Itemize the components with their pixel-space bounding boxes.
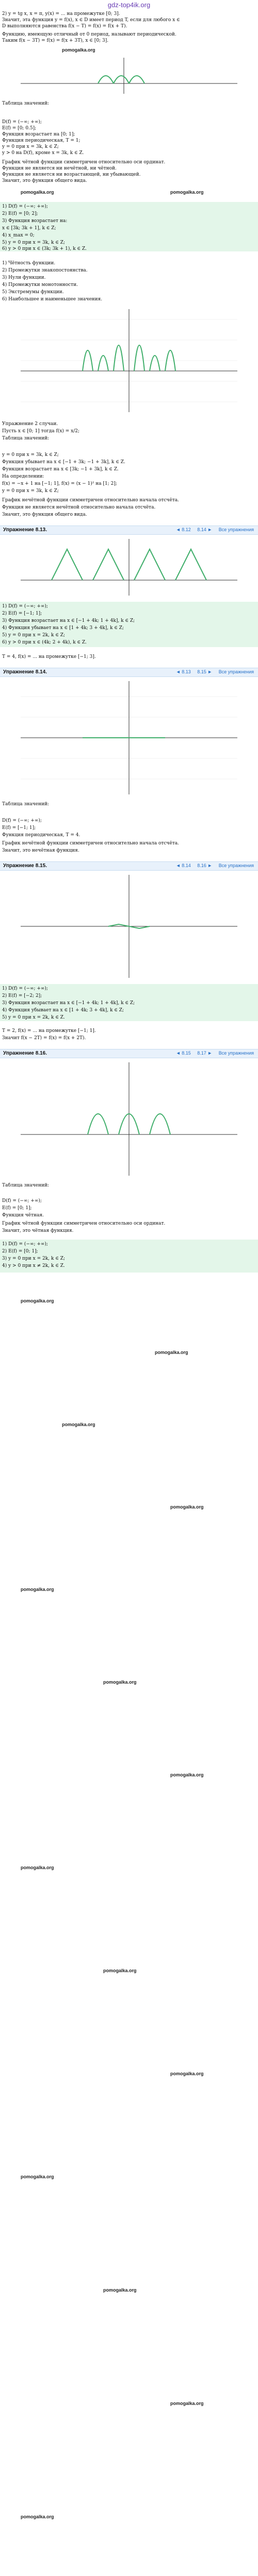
text-line: 4) y > 0 при x ≠ 2k, k ∈ Z. [2,1263,65,1268]
text-line: График чётной функции симметричен относительно оси ординат. [2,1221,166,1226]
prev-exercise-link[interactable]: ◄ 8.14 [175,863,191,868]
text-line: Значит, это функция общего вида. [2,178,87,183]
watermark: pomogalka.org [21,1865,54,1870]
prev-exercise-link[interactable]: ◄ 8.13 [175,669,191,674]
all-exercises-link[interactable]: Все упражнения [218,669,254,674]
text-line: Упражнение 2 случаи. [2,421,58,427]
text-line: 1) D(f) = (−∞; +∞); [2,1242,48,1247]
function-graph [21,58,237,94]
exercise-title: Упражнение 8.16. [3,1050,47,1056]
text-line: Значит, это нечётная функция. [2,848,79,853]
text-line: График чётной функции симметричен относительно оси ординат. [2,160,166,165]
text-line: Функция возрастает на [0; 1]; [2,132,75,137]
all-exercises-link[interactable]: Все упражнения [218,1050,254,1056]
text-line: D(f) = (−∞; +∞); [2,818,42,823]
text-line: 2) E(f) = [−2; 2]; [2,993,42,998]
text-line: y = 0 при x = 3k, k ∈ Z; [2,452,59,457]
text-line: D(f) = (−∞; +∞); [2,1198,42,1204]
exercise-nav [171,1050,254,1056]
exercise-nav [171,669,254,674]
text-line: Функция не является ни возрастающей, ни убывающей. [2,172,141,177]
text-line: График нечётной функции симметричен относительно начала отсчёта. [2,841,179,846]
watermark: pomogalka.org [103,1968,137,1973]
text-line: Функция убывает на x ∈ [−1 + 3k; −1 + 3k], k ∈ Z. [2,460,125,465]
text-line: x ∈ [3k; 3k + 1], k ∈ Z; [2,226,56,231]
text-line: 5) y = 0 при x = 2k, k ∈ Z; [2,633,66,638]
text-line: f(x) = −x + 1 на [−1; 1], f(x) = (x − 1)² на [1; 2]; [2,481,117,486]
watermark: pomogalka.org [103,2287,137,2293]
watermark: pomogalka.org [21,2514,54,2519]
watermark: pomogalka.org [21,190,54,195]
text-line: y = 0 при x = 3k, k ∈ Z; [2,144,59,149]
exercise-header [0,668,258,677]
watermark: pomogalka.org [103,1680,137,1685]
text-line: 1) D(f) = (−∞; +∞); [2,604,48,609]
text-line: 2) E(f) = [0; 1]; [2,1249,38,1254]
text-line: Значит, это функция общего вида. [2,512,87,517]
text-line: Значит, эта функция y = f(x), x ∈ D имеет период T, если для любого x ∈ [2,18,180,23]
watermark: pomogalka.org [62,47,95,53]
text-line: Функция периодическая, T = 1; [2,138,80,143]
exercise-nav [171,527,254,532]
all-exercises-link[interactable]: Все упражнения [218,863,254,868]
text-line: D(f) = (−∞; +∞); [2,120,42,125]
text-line: Функция возрастает на x ∈ [3k; −1 + 3k], k ∈ Z. [2,467,119,472]
text-line: На определении: [2,474,44,479]
text-line: 5) y = 0 при x = 3k, k ∈ Z; [2,240,66,245]
text-line: Функцию, имеющую отличный от 0 период, называют периодической. [2,32,176,37]
watermark: pomogalka.org [21,1587,54,1592]
text-line: E(f) = [0; 0.5]; [2,126,37,131]
exercise-title: Упражнение 8.13. [3,527,47,533]
text-line: 3) Функция возрастает на x ∈ [−1 + 4k; 1 + 4k], k ∈ Z; [2,1001,135,1006]
prev-exercise-link[interactable]: ◄ 8.12 [175,527,191,532]
function-graph [21,539,237,596]
text-line: T = 2, f(x) = ... на промежутке [−1; 1]. [2,1028,96,1033]
text-line: 6) y > 0 при x ∈ (3k; 3k + 1), k ∈ Z. [2,246,87,251]
function-graph [21,875,237,978]
text-line: 1) D(f) = (−∞; +∞); [2,204,48,209]
text-line: 6) Наибольшее и наименьшее значения. [2,297,103,302]
watermark: pomogalka.org [170,1504,204,1510]
text-line: 4) Функция убывает на x ∈ [1 + 4k; 3 + 4k], k ∈ Z; [2,1008,124,1013]
watermark: pomogalka.org [62,1422,95,1427]
text-line: 3) Функция возрастает на x ∈ [−1 + 4k; 1 + 4k], k ∈ Z; [2,618,135,623]
function-graph [21,681,237,794]
text-line: E(f) = [−1; 1]; [2,825,36,831]
text-line: Таблица значений: [2,436,50,441]
text-line: D выполняются равенства f(x − T) = f(x) = f(x + T). [2,24,127,29]
text-line: 4) x_max = 0; [2,233,35,238]
text-line: y > 0 на D(f), кроме x = 3k, k ∈ Z. [2,150,84,156]
text-line: 5) Экстремумы функции. [2,290,64,295]
text-line: Функция периодическая, T = 4. [2,833,80,838]
text-line: E(f) = [0; 1]; [2,1206,32,1211]
text-line: Пусть x ∈ [0; 1] тогда f(x) = x/2; [2,429,80,434]
watermark: pomogalka.org [170,2071,204,2076]
text-line: 5) y = 0 при x = 2k, k ∈ Z. [2,1015,65,1020]
function-graph [21,1062,237,1176]
next-exercise-link[interactable]: 8.17 ► [197,1050,213,1056]
text-line: 3) Нули функции. [2,275,46,280]
text-line: 6) y > 0 при x ∈ (4k; 2 + 4k), k ∈ Z. [2,640,87,645]
next-exercise-link[interactable]: 8.16 ► [197,863,213,868]
site-watermark-top[interactable]: gdz-top4ik.org [107,1,151,9]
text-line: Функция чётная. [2,1213,44,1218]
watermark: pomogalka.org [21,2174,54,2179]
text-line: 3) y = 0 при x = 2k, k ∈ Z; [2,1256,66,1261]
watermark: pomogalka.org [155,1350,188,1355]
exercise-title: Упражнение 8.14. [3,669,47,675]
text-line: Таблица значений: [2,101,50,106]
function-graph [21,309,237,412]
text-line: T = 4, f(x) = ... на промежутке [−1; 3]. [2,654,96,659]
text-line: 4) Функция убывает на x ∈ [1 + 4k; 3 + 4k], k ∈ Z; [2,625,124,631]
watermark: pomogalka.org [170,190,204,195]
next-exercise-link[interactable]: 8.14 ► [197,527,213,532]
watermark: pomogalka.org [21,1298,54,1303]
prev-exercise-link[interactable]: ◄ 8.15 [175,1050,191,1056]
text-line: y = 0 при x = 3k, k ∈ Z; [2,488,59,494]
text-line: Таким f(x − 3T) = f(x) = f(x + 3T), x ∈ [0; 3]. [2,38,109,43]
text-line: Функция не является нечётной относительно начала отсчёта. [2,505,156,510]
exercise-header [0,526,258,535]
exercise-nav [171,863,254,868]
text-line: Значит, это чётная функция. [2,1228,74,1233]
text-line: 1) Чётность функции. [2,261,56,266]
exercise-title: Упражнение 8.15. [3,863,47,869]
all-exercises-link[interactable]: Все упражнения [218,527,254,532]
text-line: 3) Функция возрастает на: [2,218,68,224]
text-line: Значит f(x − 2T) = f(x) = f(x + 2T). [2,1036,86,1041]
text-line: 2) E(f) = [−1; 1]; [2,611,42,616]
text-line: 1) D(f) = (−∞; +∞); [2,986,48,991]
watermark: pomogalka.org [170,1772,204,1777]
text-line: Функция не является ни нечётной, ни чётной. [2,166,117,171]
text-line: 2) Промежутки знакопостоянства. [2,268,88,273]
watermark: pomogalka.org [170,2401,204,2406]
text-line: Таблица значений: [2,1183,50,1188]
exercise-header [0,1049,258,1058]
text-line: Таблица значений: [2,802,50,807]
next-exercise-link[interactable]: 8.15 ► [197,669,213,674]
text-line: 2) y = tg x, x = π, y(x) = ... на промежутке [0; 3]. [2,11,120,16]
text-line: 4) Промежутки монотонности. [2,282,78,287]
text-line: График нечётной функции симметричен относительно начала отсчёта. [2,498,179,503]
exercise-header [0,861,258,871]
text-line: 2) E(f) = [0; 2]; [2,211,38,216]
